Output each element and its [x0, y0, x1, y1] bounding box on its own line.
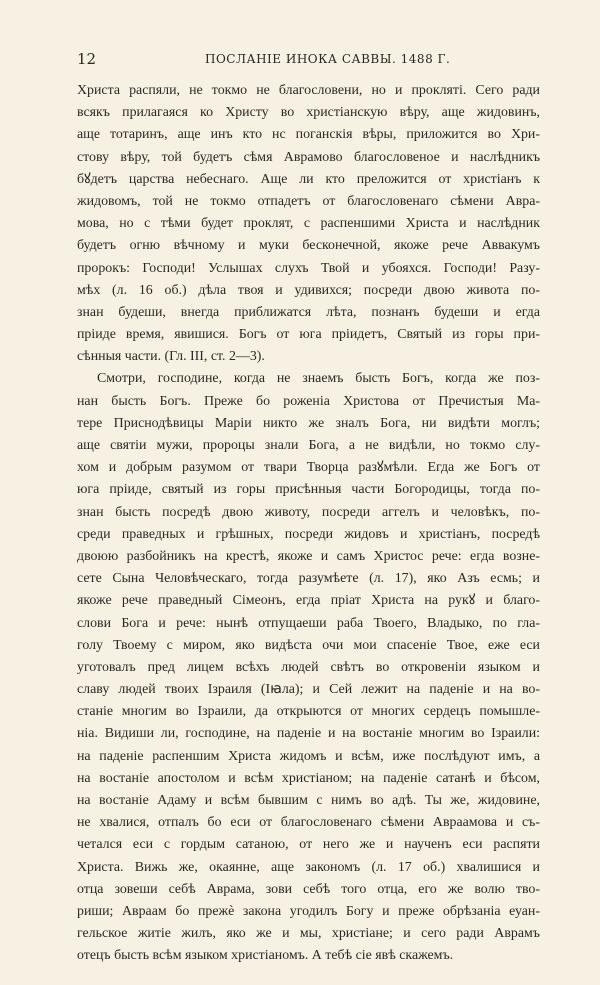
text-line: двоюю разбойникъ на крестѣ, якоже и самъ Христос рече: егда возне- — [77, 548, 540, 564]
text-line: славу людей твоих Ізраиля (Iꙗла); и Сей лежит на паденіе и на во- — [77, 682, 540, 698]
text-line: на паденіе распеншим Христа жидомъ и всѣм, иже послѣдуют имъ, а — [77, 748, 540, 764]
text-line: отца зовеши себѣ Аврама, зови себѣ того отца, его же волю тво- — [77, 881, 540, 897]
text-line: знан бысть посредѣ двою животу, посреди аггелъ и человѣкъ, по- — [77, 504, 540, 520]
text-line: на востаніе Адаму и всѣм бывшим с нимъ во адѣ. Ты же, жидовине, — [77, 793, 540, 808]
text-line: мова, но с тѣми будет проклят, с распеншими Христа и наслѣдник — [77, 216, 540, 232]
text-line: среди праведных и грѣшных, посреди жидовъ и христіанъ, посредѣ — [77, 526, 540, 542]
text-line: бꙋдетъ царства небеснаго. Аще ли кто преложится от христіанъ к — [77, 171, 540, 187]
text-line: сѣнныя части. (Гл. III, ст. 2—3). — [77, 349, 265, 365]
text-line: Христа распяли, не токмо не благословени, но и проклятi. Сего ради — [77, 83, 540, 98]
page-header — [77, 50, 540, 70]
text-line: тере Приснодѣвицы Маріи никто же зналъ Бога, ни видѣти моглъ; — [77, 415, 540, 431]
text-line: голу Твоему с миром, яко видѣста очи мои спасеніе Твое, еже еси — [77, 637, 540, 653]
running-title: ПОСЛАНІЕ ИНОКА САВВЫ. 1488 Г. — [205, 52, 451, 66]
text-line: гельское житіе жилъ, яко же и мы, христіане; и сего ради Аврамъ — [77, 926, 540, 942]
text-line: мѣх (л. 16 об.) дѣла твоя и удивихся; посреди двою живота по- — [77, 282, 540, 298]
text-line: юга пріиде, святый из горы присѣнныя части Богородицы, тогда по- — [77, 482, 540, 498]
paragraph — [77, 368, 540, 967]
text-line: отецъ бысть всѣм языком христіаномъ. А тебѣ сіе явѣ скажемъ. — [77, 948, 454, 964]
text-line: не хвалися, отпалъ бо еси от благословенаго сѣмени Авраамова и съ- — [77, 815, 540, 831]
text-line: хом и добрым разумом от твари Творца разꙋмѣли. Егда же Богъ от — [77, 460, 540, 476]
text-line: стову вѣру, той будетъ сѣмя Аврамово благословеное и наслѣдникъ — [77, 149, 540, 165]
text-line: станіе многим во Ізраили, да открыются от многих сердецъ помышле- — [77, 704, 540, 720]
text-line: пророкъ: Господи! Услышах слухъ Твой и убояхся. Господи! Разу- — [77, 260, 540, 276]
paragraph — [77, 80, 540, 368]
text-line: знан будеши, внегда приближатся лѣта, познанъ будеши и егда — [77, 304, 540, 320]
text-line: будетъ огню вѣчному и муки бесконечной, якоже рече Аввакумъ — [77, 238, 540, 254]
text-line: якоже рече праведный Сімеонъ, егда пріат Христа на рукꙋ и благо- — [77, 593, 540, 609]
text-line: ніа. Видиши ли, господине, на паденіе и на востаніе многим во Ізраили: — [77, 726, 540, 742]
text-line: аще тотаринъ, аще инъ кто нс поганскія вѣры, приложится во Хри- — [77, 127, 540, 143]
text-line: всякъ прилагаяся ко Христу во христіанскую вѣру, аще жидовинъ, — [77, 105, 540, 121]
text-line: сете Сына Человѣческаго, тогда разумѣете (л. 17), яко Азъ есмь; и — [77, 571, 540, 587]
text-line: жидовомъ, той не токмо отпадетъ от благословенаго сѣмени Авра- — [77, 193, 540, 209]
text-line: аще святіи мужи, пророцы знали Бога, а не видѣли, но токмо слу- — [77, 438, 540, 453]
text-line: Христа. Вижь же, окаянне, аще закономъ (л. 17 об.) хвалишися и — [77, 859, 540, 875]
text-line: четался еси с гордым сатаною, от него же и наученъ еси распяти — [77, 837, 540, 853]
page-number: 12 — [77, 50, 97, 68]
text-line: риши; Авраам бо прежѐ закона угодилъ Богу и преже обрѣзаніа еуан- — [77, 903, 540, 919]
text-line: слови Бога и рече: нынѣ отпущаеши раба Твоего, Владыко, по гла- — [77, 615, 540, 631]
text-line: пріиде время, явишися. Богъ от юга пріидетъ, Святый из горы при- — [77, 327, 540, 343]
text-line: Смотри, господине, когда не знаемъ бысть Богъ, когда же поз- — [97, 371, 540, 387]
text-line: на востаніе апостолом и всѣм христіаном; на паденіе сатанѣ и бѣсом, — [77, 770, 540, 786]
body-text — [77, 80, 540, 968]
text-line: уготовалъ пред лицем всѣхъ людей свѣтъ во откровеніи языком и — [77, 659, 540, 675]
text-line: нан бысть Богъ. Преже бо роженіа Христова от Пречистыя Ма- — [77, 393, 540, 409]
